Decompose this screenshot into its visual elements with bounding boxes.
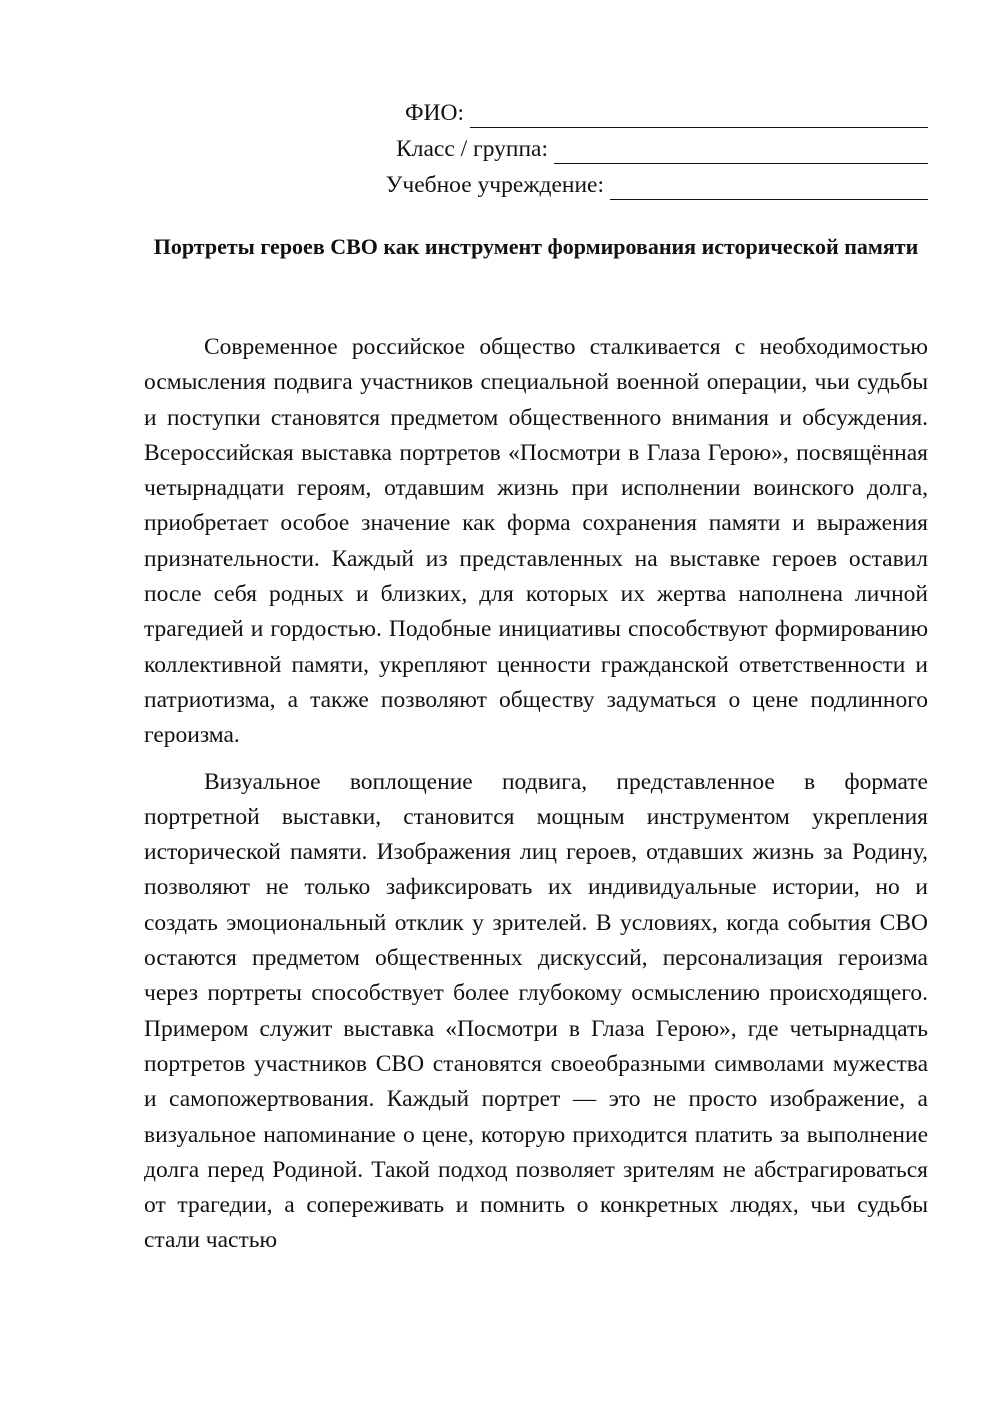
document-body bbox=[144, 330, 928, 1270]
paragraph: Визуальное воплощение подвига, представленное в формате портретной выставки, становится мощным инструментом укрепления исторической памяти. Изображения лиц героев, отдавших жизнь за Родину, позволяют не только зафиксировать их индивидуальные истории, но и создать эмоциональный отклик у зрителей. В условиях, когда события СВО остаются предметом общественных дискуссий, персонализация героизма через портреты способствует более глубокому осмыслению происходящего. Примером служит выставка «Посмотри в Глаза Герою», где четырнадцать портретов участников СВО становятся своеобразными символами мужества и самопожертвования. Каждый портрет — это не просто изображение, а визуальное напоминание о цене, которую приходится платить за выполнение долга перед Родиной. Такой подход позволяет зрителям не абстрагироваться от трагедии, а сопереживать и помнить о конкретных людях, чьи судьбы стали частью bbox=[144, 768, 928, 1254]
fio-line bbox=[360, 92, 928, 128]
school-line bbox=[360, 164, 928, 200]
fio-blank-field[interactable] bbox=[470, 103, 928, 128]
paragraph: Современное российское общество сталкивается с необходимостью осмысления подвига участников специальной военной операции, чьи судьбы и поступки становятся предметом общественного внимания и обсуждения. Всероссийская выставка портретов «Посмотри в Глаза Герою», посвящённая четырнадцати героям, отдавшим жизнь при исполнении воинского долга, приобретает особое значение как форма сохранения памяти и выражения признательности. Каждый из представленных на выставке героев оставил после себя родных и близких, для которых их жертва наполнена личной трагедией и гордостью. Подобные инициативы способствуют формированию коллективной памяти, укрепляют ценности гражданской ответственности и патриотизма, а также позволяют обществу задуматься о цене подлинного героизма. bbox=[144, 334, 928, 749]
class-line bbox=[360, 128, 928, 164]
document-title: Портреты героев СВО как инструмент формирования исторической памяти bbox=[153, 234, 919, 259]
student-info-header bbox=[360, 92, 928, 200]
school-blank-field[interactable] bbox=[610, 175, 928, 200]
class-blank-field[interactable] bbox=[554, 139, 928, 164]
school-label: Учебное учреждение: bbox=[385, 172, 604, 198]
class-label: Класс / группа: bbox=[396, 136, 548, 162]
fio-label: ФИО: bbox=[404, 100, 464, 126]
